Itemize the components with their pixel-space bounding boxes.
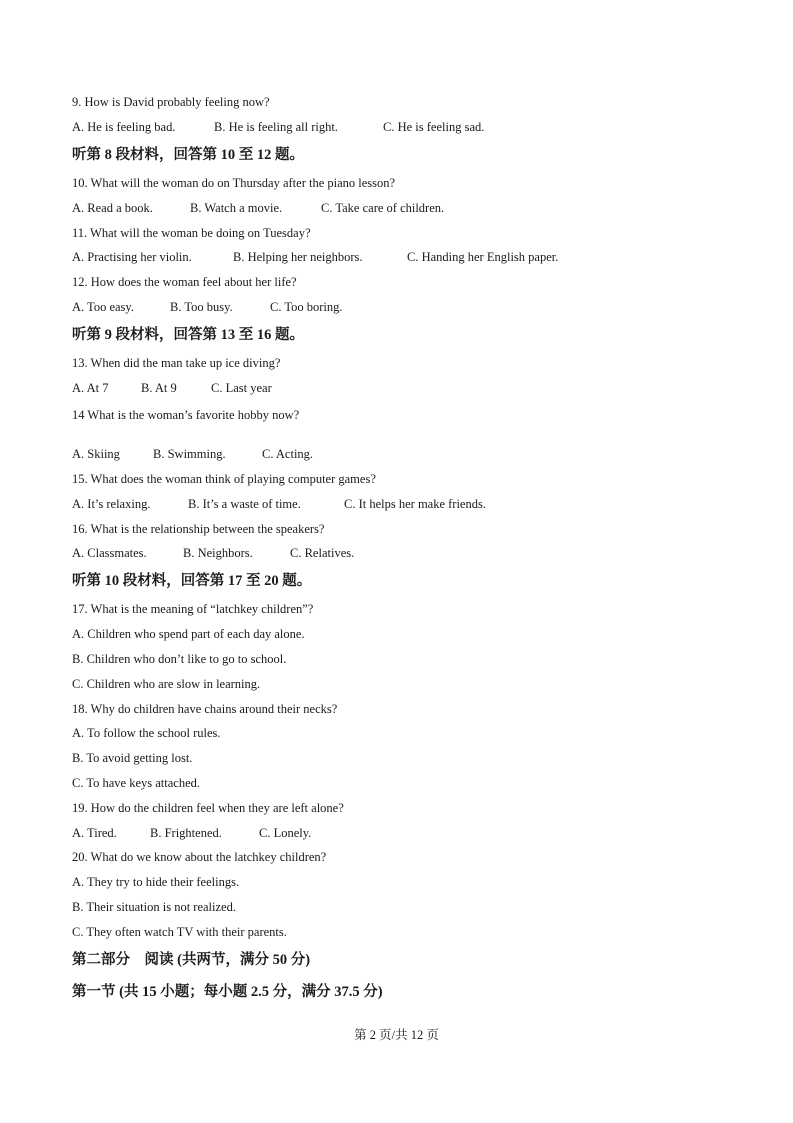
question-20: 20. What do we know about the latchkey children? — [72, 850, 327, 864]
option-b: B. Frightened. — [150, 826, 222, 840]
option-17a: A. Children who spend part of each day alone. — [72, 627, 305, 641]
option-20c: C. They often watch TV with their parents. — [72, 925, 287, 939]
option-a: A. Tired. — [72, 826, 117, 840]
option-b: B. Swimming. — [153, 447, 226, 461]
option-a: A. Read a book. — [72, 201, 153, 215]
page-footer: 第 2 页/共 12 页 — [354, 1028, 439, 1042]
question-18: 18. Why do children have chains around their necks? — [72, 702, 338, 716]
option-b: B. Too busy. — [170, 300, 233, 314]
option-20b: B. Their situation is not realized. — [72, 900, 236, 914]
section-heading-8: 听第 8 段材料，回答第 10 至 12 题。 — [72, 147, 304, 163]
part-two-heading: 第二部分 阅读 (共两节，满分 50 分) — [72, 952, 311, 968]
options-14 — [72, 446, 313, 462]
options-10 — [72, 200, 444, 216]
option-17b: B. Children who don’t like to go to school. — [72, 652, 287, 666]
option-b: B. It’s a waste of time. — [188, 497, 301, 511]
option-b: B. At 9 — [141, 381, 177, 395]
option-c: C. Lonely. — [259, 826, 312, 840]
option-17c: C. Children who are slow in learning. — [72, 677, 261, 691]
option-c: C. Acting. — [262, 447, 314, 461]
option-b: B. Helping her neighbors. — [233, 250, 363, 264]
option-c: C. Handing her English paper. — [407, 250, 559, 264]
question-11: 11. What will the woman be doing on Tuesday? — [72, 226, 311, 240]
option-a: A. Skiing — [72, 447, 120, 461]
option-a: A. He is feeling bad. — [72, 120, 176, 134]
section-heading-9: 听第 9 段材料，回答第 13 至 16 题。 — [72, 327, 304, 343]
options-9 — [72, 119, 484, 135]
section-one-heading: 第一节 (共 15 小题；每小题 2.5 分，满分 37.5 分) — [72, 984, 383, 1000]
option-a: A. It’s relaxing. — [72, 497, 151, 511]
option-20a: A. They try to hide their feelings. — [72, 875, 240, 889]
option-c: C. Take care of children. — [321, 201, 445, 215]
section-heading-10: 听第 10 段材料，回答第 17 至 20 题。 — [72, 573, 312, 589]
question-17: 17. What is the meaning of “latchkey children”? — [72, 602, 314, 616]
option-b: B. He is feeling all right. — [214, 120, 338, 134]
option-18a: A. To follow the school rules. — [72, 726, 221, 740]
option-c: C. Relatives. — [290, 546, 355, 560]
option-a: A. Classmates. — [72, 546, 147, 560]
option-c: C. He is feeling sad. — [383, 120, 485, 134]
question-15: 15. What does the woman think of playing computer games? — [72, 472, 376, 486]
question-9: 9. How is David probably feeling now? — [72, 95, 270, 109]
options-12 — [72, 299, 343, 315]
options-15 — [72, 496, 486, 512]
option-a: A. Too easy. — [72, 300, 134, 314]
options-13 — [72, 380, 272, 396]
options-16 — [72, 545, 354, 561]
question-12: 12. How does the woman feel about her life? — [72, 275, 297, 289]
option-a: A. At 7 — [72, 381, 109, 395]
options-19 — [72, 825, 311, 841]
option-18b: B. To avoid getting lost. — [72, 751, 193, 765]
option-c: C. Last year — [211, 381, 272, 395]
options-11 — [72, 249, 558, 265]
option-c: C. It helps her make friends. — [344, 497, 486, 511]
question-10: 10. What will the woman do on Thursday after the piano lesson? — [72, 176, 396, 190]
option-c: C. Too boring. — [270, 300, 343, 314]
question-19: 19. How do the children feel when they are left alone? — [72, 801, 344, 815]
option-b: B. Neighbors. — [183, 546, 253, 560]
question-13: 13. When did the man take up ice diving? — [72, 356, 281, 370]
option-b: B. Watch a movie. — [190, 201, 283, 215]
option-a: A. Practising her violin. — [72, 250, 192, 264]
question-14: 14 What is the woman’s favorite hobby now? — [72, 408, 300, 422]
option-18c: C. To have keys attached. — [72, 776, 201, 790]
question-16: 16. What is the relationship between the speakers? — [72, 522, 325, 536]
